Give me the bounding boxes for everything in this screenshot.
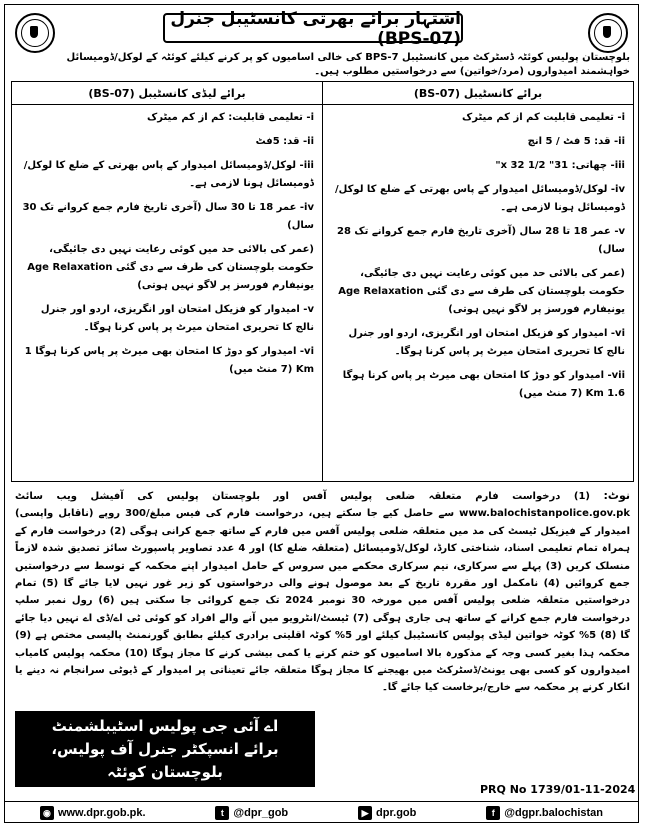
female-criteria-list [12,105,322,389]
list-item: vii- امیدوار کو دوڑ کا امتحان بھی میرٹ پر پاس کرنا ہوگا 1.6 Km (7 منٹ میں) [342,370,625,399]
list-item: iii- چھاتی: 31" x 32 1/2" [495,160,625,171]
youtube-icon: ▶ [358,806,372,820]
list-item: v- عمر 18 تا 28 سال (آخری تاریخ فارم جمع کروانے تک 28 سال) [336,226,625,255]
footer-youtube[interactable] [358,806,416,820]
advertisement-page [4,4,639,823]
website-link[interactable]: www.dpr.gob.pk. [57,807,146,819]
signatory-line-3: بلوچستان کوئٹہ [107,762,223,781]
prq-number: PRQ No 1739/01-11-2024 [480,783,636,796]
globe-icon: ◉ [40,806,54,820]
female-column-heading: برائے لیڈی کانسٹیبل (BS-07) [12,82,322,105]
footer-facebook[interactable] [486,806,603,820]
intro-text: بلوچستان پولیس کوئٹہ ڈسٹرکٹ میں کانسٹیبل BPS-7 کی خالی اسامیوں کو پر کرنے کیلئے کوئٹہ کے لوکل/ڈومیسائل خواہشمند امیدواروں (مرد/خواتین) سے درخواستیں مطلوب ہیں۔ [66,52,630,77]
list-item: i- تعلیمی قابلیت کم از کم میٹرک [462,112,625,123]
footer-bar [5,801,638,824]
list-item: (عمر کی بالائی حد میں کوئی رعایت نہیں دی جائیگی، حکومت بلوچستان کی طرف سے دی گئی Age Relaxation یونیفارم فورسز پر لاگو نہیں ہوتی) [338,268,625,315]
list-item: iv- لوکل/ڈومیسائل امیدوار کے پاس بھرتی کے ضلع کا لوکل/ڈومیسائل ہونا لازمی ہے۔ [335,184,625,213]
list-item: vi- امیدوار کو دوڑ کا امتحان بھی میرٹ پر پاس کرنا ہوگا 1 Km (7 منٹ میں) [24,346,314,375]
list-item: iv- عمر 18 تا 30 سال (آخری تاریخ فارم جمع کروانے تک 30 سال) [22,202,314,231]
signatory-line-1: اے آئی جی پولیس اسٹیبلشمنٹ [51,716,279,735]
twitter-icon: t [215,806,229,820]
list-item: iii- لوکل/ڈومیسائل امیدوار کے پاس بھرتی کے ضلع کا لوکل/ڈومیسائل ہونا لازمی ہے۔ [23,160,314,189]
notes-label: نوٹ: [603,489,630,502]
facebook-icon: f [486,806,500,820]
footer-website[interactable] [40,806,146,820]
male-column [323,82,633,481]
notes-section [15,487,630,697]
list-item: (عمر کی بالائی حد میں کوئی رعایت نہیں دی جائیگی، حکومت بلوچستان کی طرف سے دی گئی Age Relaxation یونیفارم فورسز پر لاگو نہیں ہوتی) [27,244,314,291]
signatory-block [15,711,315,787]
facebook-handle[interactable]: @dgpr.balochistan [504,807,604,819]
page-title: اشتہار برائے بھرتی کانسٹیبل جنرل (BPS-07) [163,13,463,43]
female-column [12,82,323,481]
male-criteria-list [323,105,633,413]
police-emblem-icon [588,13,628,53]
twitter-handle[interactable]: @dpr_gob [233,807,289,819]
notes-text: (1) درخواست فارم متعلقہ ضلعی پولیس آفس اور بلوچستان پولیس کی آفیشل ویب سائٹ www.balochistanpolice.gov.pk سے حاصل کیے جا سکتے ہیں، درخواست فارم کی فیس مبلغ/300 روپے (ناقابل واپسی) امیدوار کے فیزیکل ٹیسٹ کی مد میں متعلقہ ضلعی پولیس آفس میں فارم کے ساتھ جمع کرانی ہوگی (2) درخواست فارم کے ہمراہ تمام تعلیمی اسناد، شناختی کارڈ، لوکل/ڈومیسائل (متعلقہ ضلع کا) اور 4 عدد تصاویر پاسپورٹ سائز تصدیق شدہ لازماً منسلک کریں (3) پہلے سے سرکاری، نیم سرکاری محکمے میں سروس کے حامل امیدوار اپنے محکمہ کے توسط سے درخواستیں جمع کروائیں (4) نامکمل اور مقررہ تاریخ کے بعد موصول ہونے والی درخواستوں کو زیر غور نہیں لایا جائے گا (5) تمام درخواستیں متعلقہ ضلعی پولیس آفس میں مورخہ 30 نومبر 2024 تک جمع کروائی جا سکتی ہیں (6) رول نمبر سلپ درخواست فارم جمع کرانے کے ساتھ ہی جاری ہوگی (7) ٹیسٹ/انٹرویو میں آنے والے افراد کو کوئی ٹی اے/ڈی اے نہیں دیا جائے گا (8) 5% کوٹہ خواتین لیڈی پولیس کانسٹیبل کیلئے اور 5% کوٹہ اقلیتی برادری کیلئے بطابق گورنمنٹ پالیسی مختص ہے (9) محکمہ ہذا بغیر کسی وجہ کے مذکورہ بالا اسامیوں کو ختم کرنے یا کمی بیشی کرنے کا مجاز ہوگا (10) محکمہ پولیس کامیاب امیدواروں کو کسی بھی یونٹ/ڈسٹرکٹ میں بھیجنے کا مجاز ہوگا متعلقہ جائے تعیناتی پر امیدوار کے ڈیوٹی سرانجام نہ دینے یا انکار کرنے پر محکمہ سے خارج/برخاست کیا جائے گا۔ [15,491,631,694]
male-column-heading: برائے کانسٹیبل (BS-07) [323,82,633,105]
signatory-line-2: برائے انسپکٹر جنرل آف پولیس، [51,739,279,758]
list-item: i- تعلیمی قابلیت: کم از کم میٹرک [147,112,314,123]
eligibility-table [11,81,634,482]
list-item: v- امیدوار کو فزیکل امتحان اور انگریزی، اردو اور جنرل نالج کا تحریری امتحان میرٹ پر پاس کرنا ہوگا۔ [40,304,314,333]
list-item: ii- قد: 5 فٹ / 5 انچ [527,136,625,147]
list-item: ii- قد: 5فٹ [255,136,314,147]
youtube-handle[interactable]: dpr.gob [376,807,417,819]
list-item: vi- امیدوار کو فزیکل امتحان اور انگریزی، اردو اور جنرل نالج کا تحریری امتحان میرٹ پر پاس کرنا ہوگا۔ [348,328,625,357]
balochistan-emblem-icon [15,13,55,53]
footer-twitter[interactable] [215,806,288,820]
